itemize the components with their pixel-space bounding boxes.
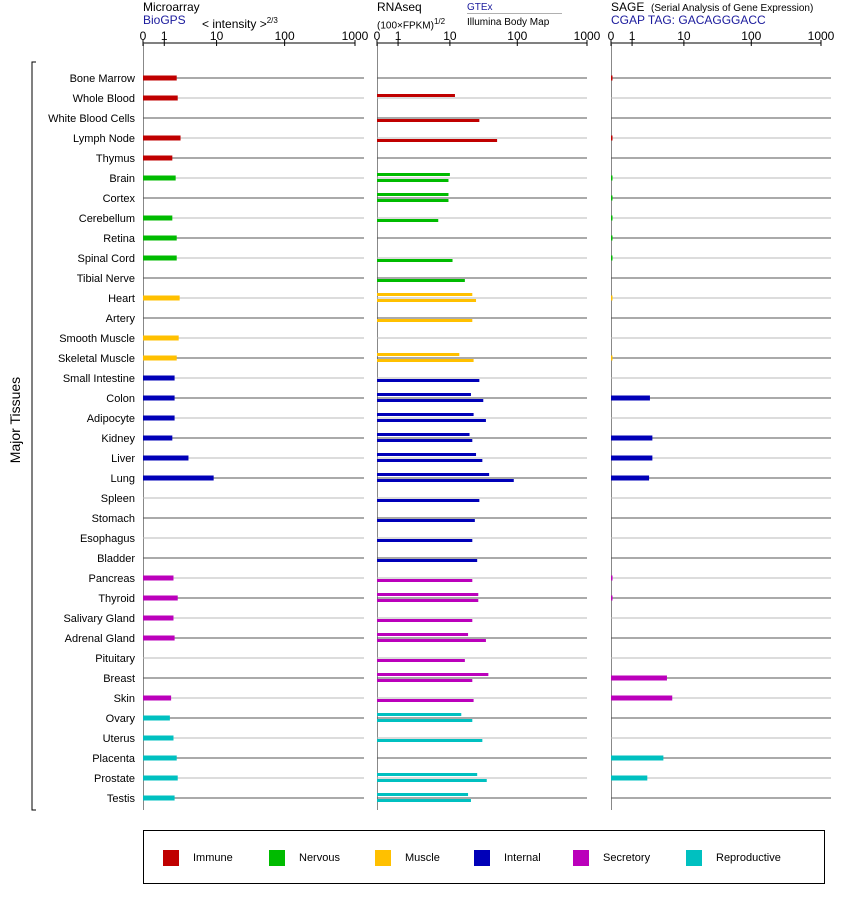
bar-rnaseq-illumina	[377, 539, 472, 542]
bar-microarray	[143, 716, 170, 721]
bar-sage	[611, 256, 613, 261]
bar-rnaseq-gtex	[377, 453, 476, 456]
x-tick-label: 0	[607, 29, 615, 43]
y-group-label: Major Tissues	[7, 376, 23, 464]
bar-microarray	[143, 236, 177, 241]
bar-rnaseq-illumina	[377, 739, 482, 742]
category-label: Bone Marrow	[69, 73, 135, 85]
category-label: Lymph Node	[73, 133, 135, 145]
bar-sage	[611, 236, 613, 241]
bar-microarray	[143, 596, 178, 601]
category-label: Salivary Gland	[63, 613, 135, 625]
bar-rnaseq-gtex	[377, 673, 488, 676]
x-tick-label: 1000	[807, 29, 835, 43]
bar-rnaseq-gtex	[377, 633, 468, 636]
bar-sage	[611, 596, 613, 601]
x-tick-label: 10	[209, 29, 224, 43]
bar-rnaseq-gtex	[377, 793, 468, 796]
bar-rnaseq-illumina	[377, 179, 448, 182]
bar-microarray	[143, 156, 172, 161]
bar-microarray	[143, 296, 180, 301]
category-label: Thymus	[95, 153, 135, 165]
x-tick-label: 100	[274, 29, 295, 43]
category-label: White Blood Cells	[48, 113, 135, 125]
illumina-source-label: Illumina Body Map	[467, 17, 550, 28]
bar-rnaseq-gtex	[377, 413, 474, 416]
category-label: Ovary	[105, 713, 135, 725]
category-label: Retina	[103, 233, 135, 245]
bar-microarray	[143, 636, 175, 641]
bar-microarray	[143, 436, 172, 441]
legend-swatch-muscle	[375, 850, 391, 866]
legend-swatch-internal	[474, 850, 490, 866]
category-label: Pituitary	[95, 653, 135, 665]
legend	[143, 830, 825, 884]
bar-rnaseq-gtex	[377, 94, 455, 97]
category-label: Small Intestine	[62, 373, 135, 385]
bar-rnaseq-illumina	[377, 299, 476, 302]
category-label: Uterus	[102, 733, 135, 745]
bar-rnaseq-gtex	[377, 393, 471, 396]
bar-rnaseq-illumina	[377, 119, 479, 122]
bar-rnaseq-illumina	[377, 199, 448, 202]
bar-microarray	[143, 396, 175, 401]
bar-sage	[611, 356, 613, 361]
legend-swatch-immune	[163, 850, 179, 866]
bar-rnaseq-gtex	[377, 293, 472, 296]
bar-microarray	[143, 456, 188, 461]
bar-rnaseq-illumina	[377, 359, 474, 362]
y-group-bracket	[32, 62, 36, 810]
bar-rnaseq-illumina	[377, 619, 472, 622]
legend-item: Nervous	[269, 850, 340, 866]
x-tick-label: 0	[139, 29, 147, 43]
category-label: Smooth Muscle	[59, 333, 135, 345]
legend-item: Internal	[474, 850, 541, 866]
bar-microarray	[143, 96, 178, 101]
category-label: Bladder	[97, 553, 135, 565]
x-tick-label: 0	[373, 29, 381, 43]
microarray-source: BioGPS	[143, 13, 186, 27]
bar-rnaseq-illumina	[377, 279, 465, 282]
category-label: Breast	[103, 673, 135, 685]
sage-title: SAGE (Serial Analysis of Gene Expression)	[611, 0, 814, 14]
gtex-source-label: GTEx	[467, 2, 493, 13]
x-tick-label: 1	[160, 29, 168, 43]
x-tick-label: 1	[628, 29, 636, 43]
bar-rnaseq-gtex	[377, 193, 448, 196]
bar-rnaseq-illumina	[377, 519, 475, 522]
bar-microarray	[143, 416, 175, 421]
legend-item: Immune	[163, 850, 233, 866]
bar-microarray	[143, 756, 177, 761]
category-label: Skeletal Muscle	[57, 353, 135, 365]
bar-sage	[611, 756, 663, 761]
bar-sage	[611, 456, 652, 461]
category-label: Thyroid	[98, 593, 135, 605]
bar-microarray	[143, 696, 171, 701]
bar-rnaseq-illumina	[377, 319, 472, 322]
legend-swatch-reproductive	[686, 850, 702, 866]
bar-rnaseq-illumina	[377, 219, 438, 222]
bar-rnaseq-illumina	[377, 459, 482, 462]
category-label: Brain	[109, 173, 135, 185]
bar-rnaseq-illumina	[377, 419, 486, 422]
category-label: Artery	[105, 313, 135, 325]
bar-rnaseq-illumina	[377, 399, 483, 402]
category-label: Pancreas	[88, 573, 135, 585]
bar-rnaseq-illumina	[377, 579, 472, 582]
x-tick-label: 10	[677, 29, 691, 43]
legend-swatch-secretory	[573, 850, 589, 866]
bar-rnaseq-illumina	[377, 439, 472, 442]
category-label: Colon	[106, 393, 135, 405]
legend-swatch-nervous	[269, 850, 285, 866]
bar-rnaseq-gtex	[377, 173, 450, 176]
x-tick-label: 1	[394, 29, 402, 43]
category-label: Spleen	[100, 493, 135, 505]
category-label: Adipocyte	[86, 413, 135, 425]
bar-sage	[611, 696, 672, 701]
category-label: Whole Blood	[72, 93, 135, 105]
bar-rnaseq-illumina	[377, 659, 465, 662]
bar-rnaseq-illumina	[377, 679, 472, 682]
legend-item: Secretory	[573, 850, 650, 866]
bar-sage	[611, 176, 613, 181]
bar-sage	[611, 296, 613, 301]
bar-microarray	[143, 476, 214, 481]
bar-rnaseq-illumina	[377, 699, 474, 702]
bar-rnaseq-illumina	[377, 499, 479, 502]
category-label: Cortex	[102, 193, 135, 205]
microarray-title: Microarray	[143, 0, 200, 14]
rnaseq-scale: (100×FPKM)$^{1/2}$	[377, 17, 446, 32]
bar-rnaseq-illumina	[377, 639, 486, 642]
sage-tag: CGAP TAG: GACAGGGACC	[611, 13, 766, 27]
x-tick-label: 10	[443, 29, 457, 43]
bar-rnaseq-illumina	[377, 259, 453, 262]
bar-microarray	[143, 376, 175, 381]
bar-rnaseq-gtex	[377, 773, 477, 776]
bar-rnaseq-illumina	[377, 139, 497, 142]
bar-sage	[611, 776, 647, 781]
bar-microarray	[143, 256, 177, 261]
bar-microarray	[143, 356, 177, 361]
rnaseq-title: RNAseq	[377, 0, 422, 14]
legend-item: Reproductive	[686, 850, 781, 866]
bar-sage	[611, 136, 613, 141]
bar-microarray	[143, 336, 179, 341]
bar-microarray	[143, 776, 178, 781]
bar-sage	[611, 76, 613, 81]
bar-rnaseq-gtex	[377, 433, 470, 436]
bar-microarray	[143, 616, 173, 621]
category-label: Esophagus	[79, 533, 135, 545]
bar-rnaseq-gtex	[377, 473, 489, 476]
bar-microarray	[143, 796, 175, 801]
category-label: Placenta	[92, 753, 135, 765]
bar-sage	[611, 436, 652, 441]
legend-item: Muscle	[375, 850, 440, 866]
category-label: Adrenal Gland	[64, 633, 135, 645]
bar-rnaseq-illumina	[377, 719, 472, 722]
category-label: Spinal Cord	[77, 253, 135, 265]
category-label: Testis	[106, 793, 135, 805]
category-label: Stomach	[91, 513, 135, 525]
x-tick-label: 100	[507, 29, 528, 43]
bar-rnaseq-illumina	[377, 479, 514, 482]
category-label: Lung	[110, 473, 135, 485]
bar-rnaseq-illumina	[377, 379, 479, 382]
bar-rnaseq-illumina	[377, 559, 477, 562]
category-label: Cerebellum	[78, 213, 135, 225]
bar-rnaseq-illumina	[377, 779, 487, 782]
bar-sage	[611, 216, 613, 221]
bar-rnaseq-illumina	[377, 799, 471, 802]
bar-rnaseq-gtex	[377, 713, 461, 716]
category-label: Kidney	[101, 433, 135, 445]
category-label: Prostate	[94, 773, 135, 785]
bar-rnaseq-gtex	[377, 353, 459, 356]
bar-rnaseq-gtex	[377, 593, 478, 596]
rnaseq-source-divider	[467, 13, 562, 14]
category-label: Heart	[108, 293, 135, 305]
category-label: Liver	[111, 453, 135, 465]
bar-sage	[611, 576, 613, 581]
bar-microarray	[143, 176, 176, 181]
bar-sage	[611, 396, 650, 401]
x-tick-label: 1000	[573, 29, 601, 43]
bar-microarray	[143, 136, 181, 141]
microarray-scale: < intensity >$^{2/3}$	[202, 16, 278, 31]
bar-microarray	[143, 76, 177, 81]
bar-microarray	[143, 736, 173, 741]
category-label: Skin	[113, 693, 135, 705]
bar-sage	[611, 476, 649, 481]
category-label: Tibial Nerve	[76, 273, 135, 285]
bar-rnaseq-illumina	[377, 599, 478, 602]
bar-microarray	[143, 216, 172, 221]
bar-sage	[611, 196, 613, 201]
x-tick-label: 100	[741, 29, 762, 43]
bar-microarray	[143, 576, 173, 581]
bar-sage	[611, 676, 667, 681]
x-tick-label: 1000	[341, 29, 369, 43]
